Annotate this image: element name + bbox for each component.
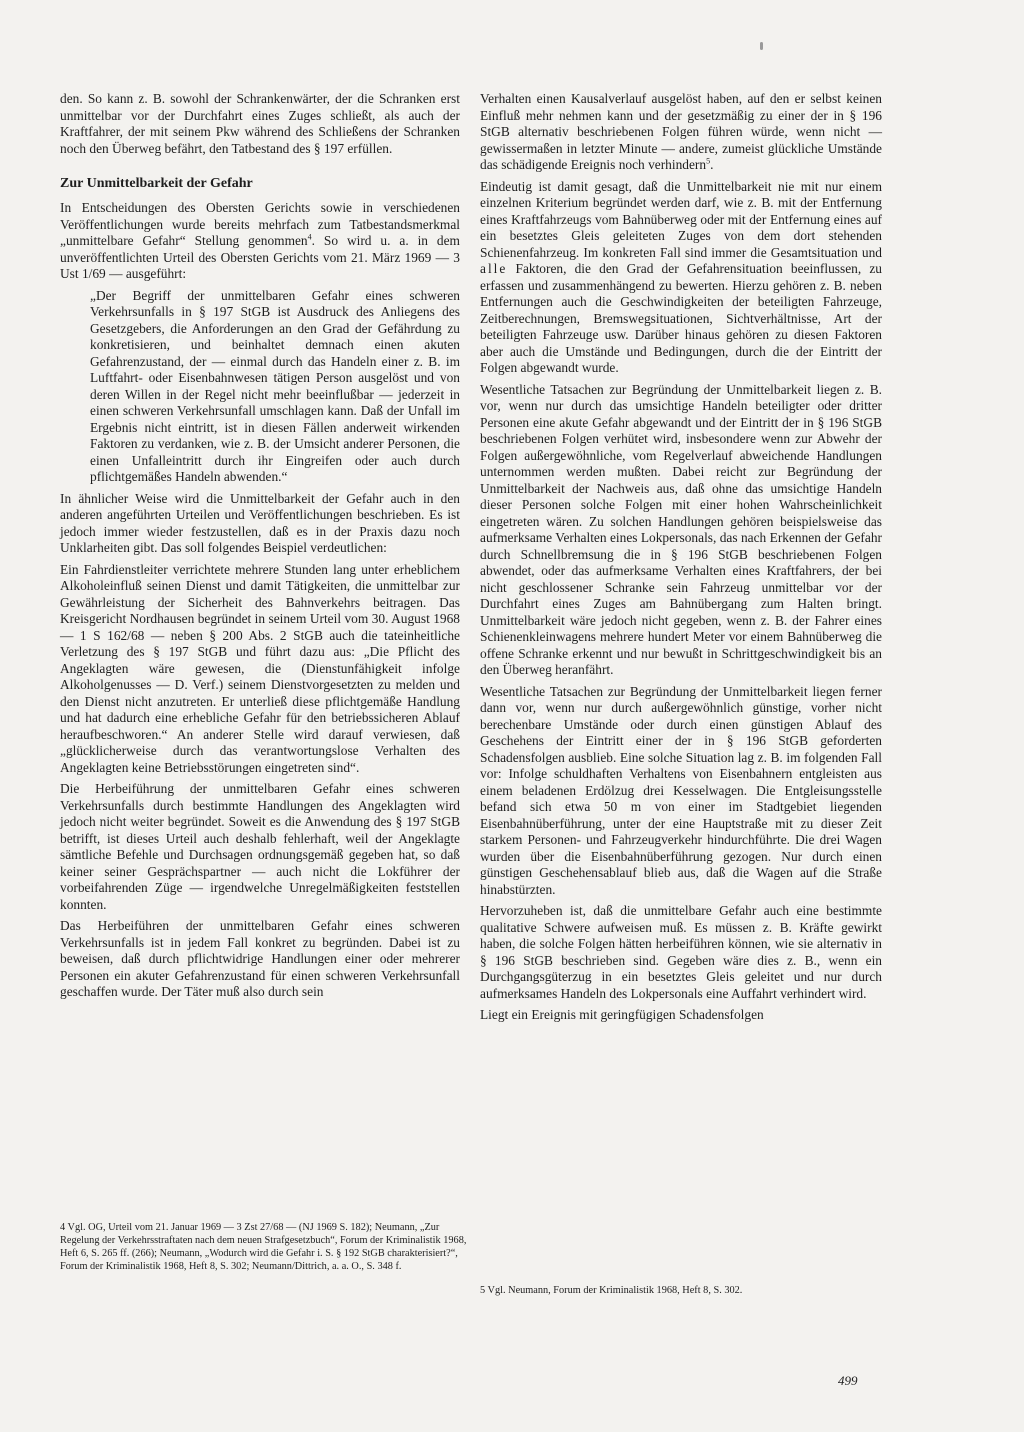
- footnotes-left: [60, 1221, 470, 1273]
- paragraph: Die Herbeiführung der unmittelbaren Gefahr eines schweren Verkehrsunfalls durch bestimmte Handlungen des Angeklagten wird jedoch nicht weiter begründet. Soweit es die Anwendung des § 197 StGB betrifft, ist dieses Urteil auch deshalb fehlerhaft, weil der Angeklagte sämtliche Befehle und Durchsagen ordnungsgemäß gegeben hat, so daß keiner seiner Gesprächspartner — auch nicht die Lokführer der vorbeifahrenden Züge — irgendwelche Unregelmäßigkeiten feststellen konnten.: [60, 781, 460, 912]
- paragraph: Wesentliche Tatsachen zur Begründung der Unmittelbarkeit liegen ferner dann vor, wenn nur durch außergewöhnlich günstige, vorher nicht berechenbare Umstände oder durch einen günstigen Ablauf des Geschehens der Eintritt einer der in § 196 StGB geforderten Schadensfolgen ausblieb. Eine solche Situation lag z. B. im folgenden Fall vor: Infolge schuldhaften Verhaltens von Eisenbahnern entgleisten aus einem beladenen Erdölzug drei Kesselwagen. Die Entgleisungsstelle befand sich etwa 50 m von einer im Stadtgebiet liegenden Eisenbahnüberführung, unter der eine Hauptstraße mit zu dieser Zeit starkem Personen- und Fahrzeugverkehr hindurchführte. Die drei Wagen wurden über die Eisenbahnüberführung gezogen. Nur durch einen günstigen Geschehensablauf blieb aus, daß die Wagen auf die Straße hinabstürzten.: [480, 683, 882, 897]
- scan-speck: [760, 42, 763, 50]
- page-number: 499: [838, 1373, 858, 1388]
- paragraph-text: Eindeutig ist damit gesagt, daß die Unmittelbarkeit nie mit nur einem einzelnen Kriterium begründet werden darf, wie z. B. mit der Entfernung eines Kraftfahrzeugs vom Bahnüberweg oder mit der Entfernung eines auf ein besetztes Gleis geleiteten Zuges von dem dort stehenden Schienenfahrzeug. Im konkreten Fall sind immer die Gesamtsituation und: [480, 178, 882, 260]
- paragraph: den. So kann z. B. sowohl der Schrankenwärter, der die Schranken erst unmittelbar vor der Durchfahrt eines Zuges schließt, als auch der Kraftfahrer, der mit seinem Pkw während des Schließens der Schranken noch den Überweg befährt, den Tatbestand des § 197 erfüllen.: [60, 91, 460, 156]
- emphasized-word: alle: [480, 261, 508, 276]
- paragraph: [480, 179, 882, 377]
- paragraph: [60, 200, 460, 283]
- paragraph-text: Verhalten einen Kausalverlauf ausgelöst haben, auf den er selbst keinen Einfluß mehr nehmen kann und der gesetzmäßig zu einer der in § 196 StGB alternativ beschriebenen Folgen führen würde, wenn nicht — gewissermaßen in letzter Minute — andere, zumeist glückliche Umstände das schädigende Ereignis noch verhindern: [480, 91, 882, 172]
- paragraph: Ein Fahrdienstleiter verrichtete mehrere Stunden lang unter erheblichem Alkoholeinfluß seinen Dienst und damit Tätigkeiten, die unmittelbar zur Gewährleistung der Sicherheit des Bahnverkehrs beitragen. Das Kreisgericht Nordhausen begründet in seinem Urteil vom 30. August 1968 — 1 S 162/68 — neben § 200 Abs. 2 StGB auch die tateinheitliche Verletzung des § 197 StGB und führt dazu aus: „Die Pflicht des Angeklagten wäre gewesen, die (Dienstunfähigkeit infolge Alkoholgenusses — D. Verf.) seinem Dienstvorgesetzten zu melden und den Dienst nicht anzutreten. Er unterließ diese pflichtgemäße Handlung und hat dadurch eine erhebliche Gefahr für den betriebssicheren Ablauf heraufbeschworen.“ An anderer Stelle wird darauf verwiesen, daß „glücklicherweise durch das verantwortungslose Verhalten des Angeklagten keine Betriebsstörungen eingetreten sind“.: [60, 561, 460, 775]
- footnote: 4 Vgl. OG, Urteil vom 21. Januar 1969 — 3 Zst 27/68 — (NJ 1969 S. 182); Neumann, „Zur Regelung der Verkehrsstraftaten nach dem neuen Strafgesetzbuch“, Forum der Kriminalistik 1968, Heft 6, S. 265 ff. (266); Neumann, „Wodurch wird die Gefahr i. S. § 192 StGB charakterisiert?“, Forum der Kriminalistik 1968, Heft 8, S. 302; Neumann/Dittrich, a. a. O., S. 348 f.: [60, 1222, 467, 1272]
- paragraph: Wesentliche Tatsachen zur Begründung der Unmittelbarkeit liegen z. B. vor, wenn nur durch das umsichtige Handeln beteiligter oder dritter Personen eine akute Gefahr abgewandt und der Eintritt der in § 196 StGB beschriebenen Folgen verhütet wird, insbesondere wenn zur Abwehr der Folgen außergewöhnliche, vom Regelverlauf abweichende Handlungen unternommen werden mußten. Dabei reicht zur Begründung der Unmittelbarkeit der Nachweis aus, daß ohne das umsichtige Handeln dieser Personen solche Folgen mit einer hohen Wahrscheinlichkeit eingetreten wären. Zu solchen Handlungen gehören beispielsweise das aufmerksame Verhalten eines Lokpersonals, das nach Erkennen der Gefahr durch Schnellbremsung die in § 196 StGB beschriebenen Folgen abwendet, oder das aufmerksame Verhalten eines Kraftfahrers, der bei nicht geschlossener Schranke sein Fahrzeug unmittelbar vor der Durchfahrt eines Zuges am Bahnübergang zum Halten bringt. Unmittelbarkeit wäre jedoch nicht gegeben, wenn z. B. der Fahrer eines Schienenkleinwagens mehrere hundert Meter vor einem Bahnüberweg die offene Schranke erkennt und nur bewußt in Schrittgeschwindigkeit bis an den Überweg heranfährt.: [480, 381, 882, 677]
- footnote-ref: 5: [706, 156, 711, 166]
- paragraph: In ähnlicher Weise wird die Unmittelbarkeit der Gefahr auch in den anderen angeführten Urteilen und Veröffentlichungen beschrieben. Es ist jedoch immer wieder festzustellen, daß es in der Praxis dazu noch Unklarheiten gibt. Das soll folgendes Beispiel verdeutlichen:: [60, 490, 460, 555]
- footnote: 5 Vgl. Neumann, Forum der Kriminalistik 1968, Heft 8, S. 302.: [480, 1285, 743, 1296]
- paragraph-text: Faktoren, die den Grad der Gefahrensituation beeinflussen, zu erfassen und zusammenhängend zu bewerten. Hierzu gehören z. B. neben Entfernungen auch die Geschwindigkeiten der beteiligten Fahrzeuge, Zeitberechnungen, Bremswegsituationen, Sichtverhältnisse, Art der beteiligten Fahrzeuge usw. Darüber hinaus gehören zu diesen Faktoren aber auch die Umstände und Bedingungen, durch die der Eintritt der Folgen abgewandt wurde.: [480, 261, 882, 375]
- paragraph: [480, 91, 882, 174]
- right-column: [480, 91, 882, 1029]
- footnote-ref: 4: [307, 232, 312, 242]
- block-quote: „Der Begriff der unmittelbaren Gefahr eines schweren Verkehrsunfalls in § 197 StGB ist Ausdruck des Anliegens des Gesetzgebers, die Anforderungen an den Grad der Gefährdung zu konkretisieren, und beinhaltet demnach einen akuten Gefahrenzustand, der — einmal durch das Handeln einer z. B. im Luftfahrt- oder Eisenbahnwesen tätigen Person ausgelöst und von deren Willen in der Regel nicht mehr beeinflußbar — jederzeit in einen schweren Verkehrsunfall umschlagen kann. Daß der Unfall im Ergebnis nicht eintritt, ist in diesen Fällen anderweit wirkenden Faktoren zu verdanken, wie z. B. der Umsicht anderer Personen, die einen Unfalleintritt durch ihr Eingreifen oder auch durch pflichtgemäßes Handeln abwenden.“: [90, 287, 460, 484]
- left-column: [60, 91, 460, 1006]
- paragraph: Liegt ein Ereignis mit geringfügigen Schadensfolgen: [480, 1007, 764, 1022]
- paragraph-text: . So wird u. a. in dem unveröffentlichten Urteil des Obersten Gerichts vom 21. März 1969 — 3 Ust 1/69 — ausgeführt:: [60, 233, 460, 281]
- section-heading: Zur Unmittelbarkeit der Gefahr: [60, 176, 253, 191]
- paragraph: Hervorzuheben ist, daß die unmittelbare Gefahr auch eine bestimmte qualitative Schwere aufweisen muß. Es müssen z. B. Kräfte gewirkt haben, die solche Folgen hätten herbeiführen können, wie sie alternativ in § 196 StGB beschrieben sind. Gegeben wäre dies z. B., wenn ein Durchgangsgüterzug in ein besetztes Gleis geleitet und nur durch aufmerksames Handeln des Lokpersonals eine Auffahrt verhindert wird.: [480, 903, 882, 1001]
- paragraph-text: .: [710, 157, 714, 172]
- footnotes-right: [480, 1284, 890, 1297]
- paragraph-text: In Entscheidungen des Obersten Gerichts sowie in verschiedenen Veröffentlichungen wurde bereits mehrfach zum Tatbestandsmerkmal „unmittelbare Gefahr“ Stellung genommen: [60, 200, 460, 248]
- paragraph: Das Herbeiführen der unmittelbaren Gefahr eines schweren Verkehrsunfalls ist in jedem Fall konkret zu begründen. Dabei ist zu beweisen, daß durch pflichtwidrige Handlungen einer oder mehrerer Personen ein akuter Gefahrenzustand für einen schweren Verkehrsunfall geschaffen wurde. Der Täter muß also durch sein: [60, 918, 460, 999]
